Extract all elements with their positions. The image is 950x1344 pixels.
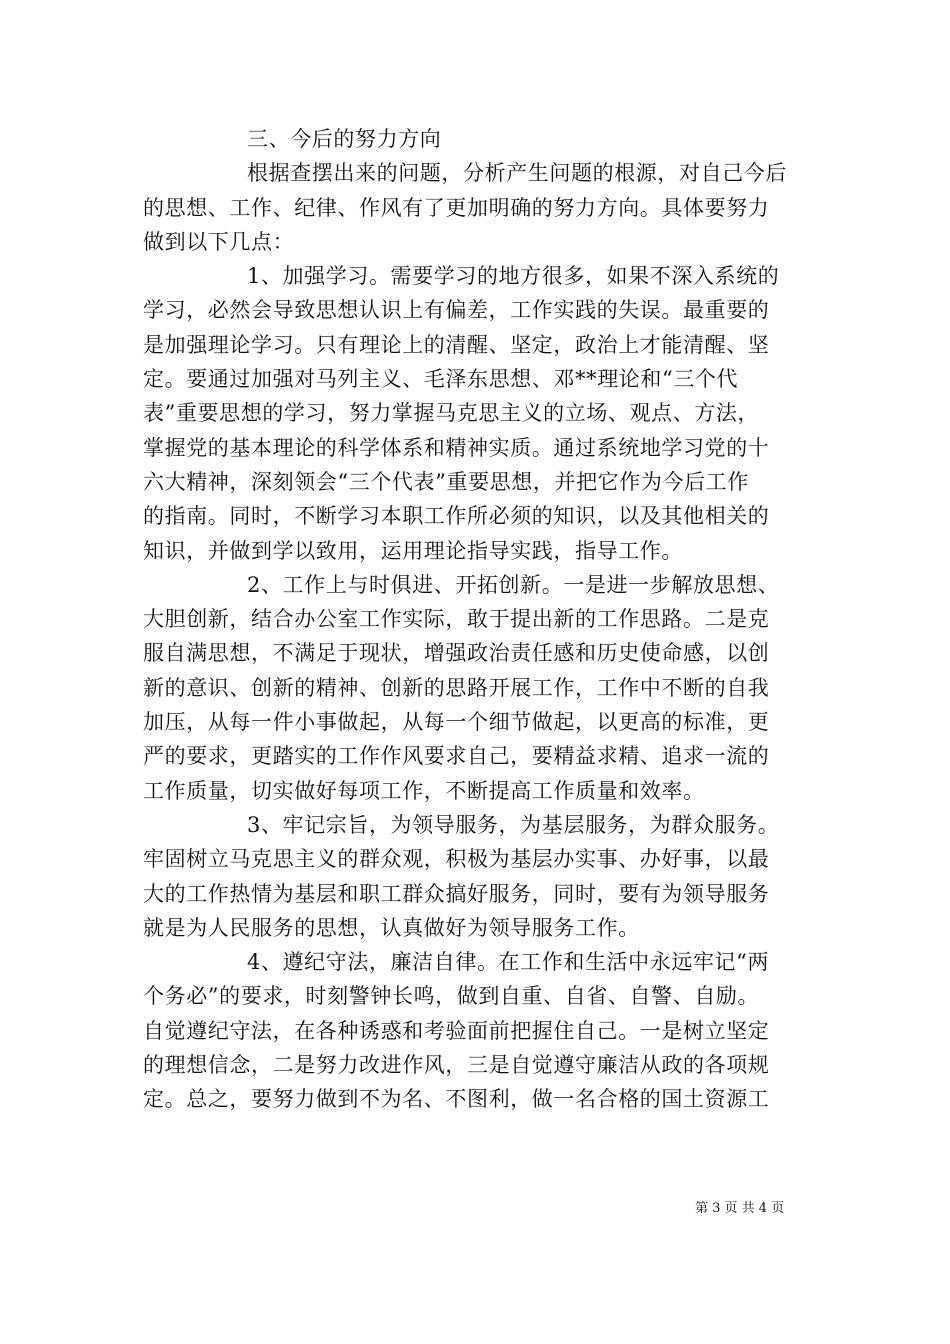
text-line: 的理想信念，二是努力改进作风，三是自觉遵守廉洁从政的各项规 bbox=[143, 1053, 770, 1078]
text-line: 就是为人民服务的思想，认真做好为领导服务工作。 bbox=[143, 915, 640, 940]
document-body bbox=[143, 122, 815, 1117]
text-line: 做到以下几点： bbox=[143, 229, 295, 254]
text-line: 1、加强学习。需要学习的地方很多，如果不深入系统的 bbox=[247, 264, 780, 289]
text-line: 严的要求，更踏实的工作作风要求自己，要精益求精、追求一流的 bbox=[143, 744, 770, 769]
text-line: 定。总之，要努力做到不为名、不图利，做一名合格的国土资源工 bbox=[143, 1087, 770, 1112]
text-line: 是加强理论学习。只有理论上的清醒、坚定，政治上才能清醒、坚 bbox=[143, 332, 770, 357]
text-line: 根据查摆出来的问题，分析产生问题的根源，对自己今后 bbox=[247, 161, 787, 186]
text-line: 大胆创新，结合办公室工作实际，敢于提出新的工作思路。二是克 bbox=[143, 607, 770, 632]
text-line: 定。要通过加强对马列主义、毛泽东思想、邓**理论和“三个代 bbox=[143, 367, 739, 392]
section-heading: 三、今后的努力方向 bbox=[247, 127, 442, 151]
text-line: 知识，并做到学以致用，运用理论指导实践，指导工作。 bbox=[143, 538, 683, 563]
text-line: 新的意识、创新的精神、创新的思路开展工作，工作中不断的自我 bbox=[143, 675, 770, 700]
text-line: 掌握党的基本理论的科学体系和精神实质。通过系统地学习党的十 bbox=[143, 435, 770, 460]
text-line: 服自满思想，不满足于现状，增强政治责任感和历史使命感，以创 bbox=[143, 641, 770, 666]
page-number: 第 3 页 共 4 页 bbox=[695, 1201, 785, 1216]
text-line: 个务必”的要求，时刻警钟长鸣，做到自重、自省、自警、自励。 bbox=[143, 984, 760, 1009]
text-line: 的思想、工作、纪律、作风有了更加明确的努力方向。具体要努力 bbox=[143, 195, 770, 220]
text-line: 加压，从每一件小事做起，从每一个细节做起，以更高的标准，更 bbox=[143, 710, 770, 735]
text-line: 牢固树立马克思主义的群众观，积极为基层办实事、办好事，以最 bbox=[143, 847, 770, 872]
text-line: 六大精神，深刻领会“三个代表”重要思想，并把它作为今后工作 bbox=[143, 469, 749, 494]
text-line: 4、遵纪守法，廉洁自律。在工作和生活中永远牢记“两 bbox=[247, 950, 770, 975]
text-line: 学习，必然会导致思想认识上有偏差，工作实践的失误。最重要的 bbox=[143, 298, 770, 323]
text-line: 大的工作热情为基层和职工群众搞好服务，同时，要有为领导服务 bbox=[143, 881, 770, 906]
text-line: 3、牢记宗旨，为领导服务，为基层服务，为群众服务。 bbox=[247, 812, 780, 837]
text-line: 2、工作上与时俱进、开拓创新。一是进一步解放思想、 bbox=[247, 572, 780, 597]
text-line: 的指南。同时，不断学习本职工作所必须的知识，以及其他相关的 bbox=[143, 504, 770, 529]
text-line: 表”重要思想的学习，努力掌握马克思主义的立场、观点、方法， bbox=[143, 401, 760, 426]
text-line: 工作质量，切实做好每项工作，不断提高工作质量和效率。 bbox=[143, 778, 705, 803]
text-line: 自觉遵纪守法，在各种诱惑和考验面前把握住自己。一是树立坚定 bbox=[143, 1018, 770, 1043]
